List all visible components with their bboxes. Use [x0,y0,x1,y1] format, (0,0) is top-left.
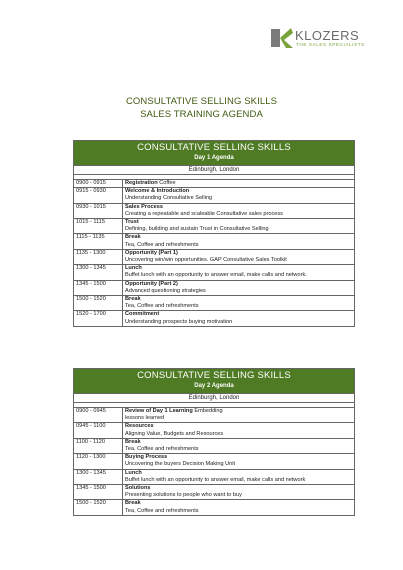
agenda-session-title: Welcome & Introduction [125,188,190,195]
agenda-row [74,219,354,234]
agenda-session-detail: Presenting solutions to people who want to buy [125,492,242,499]
brand-tagline: THE SALES SPECIALISTS [296,42,365,47]
day2-location: Edinburgh, London [74,394,354,403]
agenda-description [123,234,354,248]
klozers-logo [271,27,381,49]
agenda-time: 1115 - 1135 [74,234,123,248]
agenda-session-title: Registration [125,180,158,186]
agenda-session-title: Lunch [125,265,142,272]
agenda-time: 1520 - 1700 [74,311,123,325]
agenda-session-title: Commitment [125,311,160,318]
agenda-row [74,188,354,203]
agenda-time: 0945 - 1100 [74,423,123,437]
agenda-session-title: Lunch [125,469,142,476]
day1-header [74,141,354,166]
agenda-row [74,408,354,423]
agenda-description [123,250,354,264]
agenda-time: 0900 - 0945 [74,408,123,422]
document-title: CONSULTATIVE SELLING SKILLS [125,96,278,107]
brand-name: KLOZERS [295,28,360,43]
agenda-description [123,219,354,233]
day1-rows [74,180,354,326]
document-subtitle: SALES TRAINING AGENDA [140,109,263,120]
agenda-description [123,423,354,437]
agenda-session-title: Trust [125,219,139,226]
agenda-description [123,439,354,453]
agenda-time: 1345 - 1500 [74,281,123,295]
agenda-time: 1300 - 1345 [74,470,123,484]
agenda-session-title: Break [125,296,141,303]
agenda-time: 1345 - 1500 [74,485,123,499]
agenda-session-title: Sales Process [125,203,163,210]
agenda-session-title: Buying Process [125,454,168,461]
agenda-time: 1135 - 1300 [74,250,123,264]
agenda-session-title: Opportunity (Part 2) [125,280,178,287]
agenda-session-title: Break [125,234,141,241]
agenda-session-detail: Buffet lunch with an opportunity to answer email, make calls and network. [125,272,307,279]
agenda-session-title: Opportunity (Part 1) [125,249,178,256]
agenda-row [74,250,354,265]
agenda-description [123,296,354,310]
agenda-row [74,439,354,454]
day2-header-title: CONSULTATIVE SELLING SKILLS [137,370,291,381]
agenda-description [123,311,354,325]
agenda-row [74,296,354,311]
agenda-time: 0915 - 0930 [74,188,123,202]
agenda-row [74,500,354,514]
day1-header-title: CONSULTATIVE SELLING SKILLS [137,142,291,153]
agenda-session-detail: Understanding Consultative Selling [125,195,213,202]
agenda-session-detail: Understanding prospects buying motivation [125,318,233,325]
agenda-row [74,204,354,219]
agenda-time: 1120 - 1300 [74,454,123,468]
agenda-session-detail: lessons learned [125,415,165,422]
agenda-description [123,204,354,218]
agenda-session-title: Break [125,438,141,445]
klozers-logo-mark-icon [271,27,293,49]
agenda-session-inline-note: Coffee [159,180,176,186]
agenda-session-detail: Uncovering the buyers Decision Making Unit [125,461,236,468]
agenda-session-detail: Advanced questioning strategies [125,287,206,294]
day1-header-day: Day 1 Agenda [194,155,234,161]
agenda-session-detail: Tea, Coffee and refreshments [125,303,199,310]
agenda-description [123,485,354,499]
agenda-time: 1300 - 1345 [74,265,123,279]
agenda-session-detail: Tea, Coffee and refreshments [125,507,199,514]
agenda-description [123,281,354,295]
agenda-row [74,423,354,438]
agenda-session-detail: Tea, Coffee and refreshments [125,446,199,453]
agenda-row [74,180,354,188]
day2-header [74,369,354,394]
agenda-session-title: Review of Day 1 Learning [125,408,193,414]
agenda-session-detail: Buffet lunch with an opportunity to answer email, make calls and network [125,476,306,483]
agenda-session-detail: Defining, building and sustain Trust in Consultative Selling [125,226,269,233]
agenda-session-title: Solutions [125,485,151,492]
agenda-row [74,281,354,296]
agenda-time: 1015 - 1115 [74,219,123,233]
agenda-row [74,470,354,485]
agenda-row [74,454,354,469]
agenda-row [74,265,354,280]
agenda-session-detail: Uncovering win/win opportunities. GAP Consultative Sales Toolkit [125,257,287,264]
agenda-session-inline-note: Embedding [194,408,223,414]
agenda-description [123,180,354,187]
agenda-time: 1500 - 1520 [74,296,123,310]
agenda-session-detail: Creating a repeatable and scaleable Consultative sales process [125,210,283,217]
agenda-row [74,234,354,249]
day1-agenda-table [73,140,355,327]
agenda-row [74,311,354,325]
day2-rows [74,408,354,515]
day2-agenda-table [73,368,355,516]
agenda-session-detail: Tea, Coffee and refreshments [125,241,199,248]
agenda-description [123,188,354,202]
agenda-time: 1100 - 1120 [74,439,123,453]
agenda-session-detail: Aligning Value, Budgets and Resources [125,430,224,437]
agenda-description [123,408,354,422]
day1-location: Edinburgh, London [74,166,354,175]
agenda-time: 1500 - 1520 [74,500,123,514]
agenda-description [123,470,354,484]
agenda-time: 0930 - 1015 [74,204,123,218]
agenda-session-title: Resources [125,423,154,430]
agenda-description [123,454,354,468]
agenda-session-title: Break [125,500,141,507]
day2-header-day: Day 2 Agenda [194,383,234,389]
agenda-row [74,485,354,500]
agenda-time: 0900 - 0915 [74,180,123,187]
agenda-description [123,500,354,514]
agenda-description [123,265,354,279]
